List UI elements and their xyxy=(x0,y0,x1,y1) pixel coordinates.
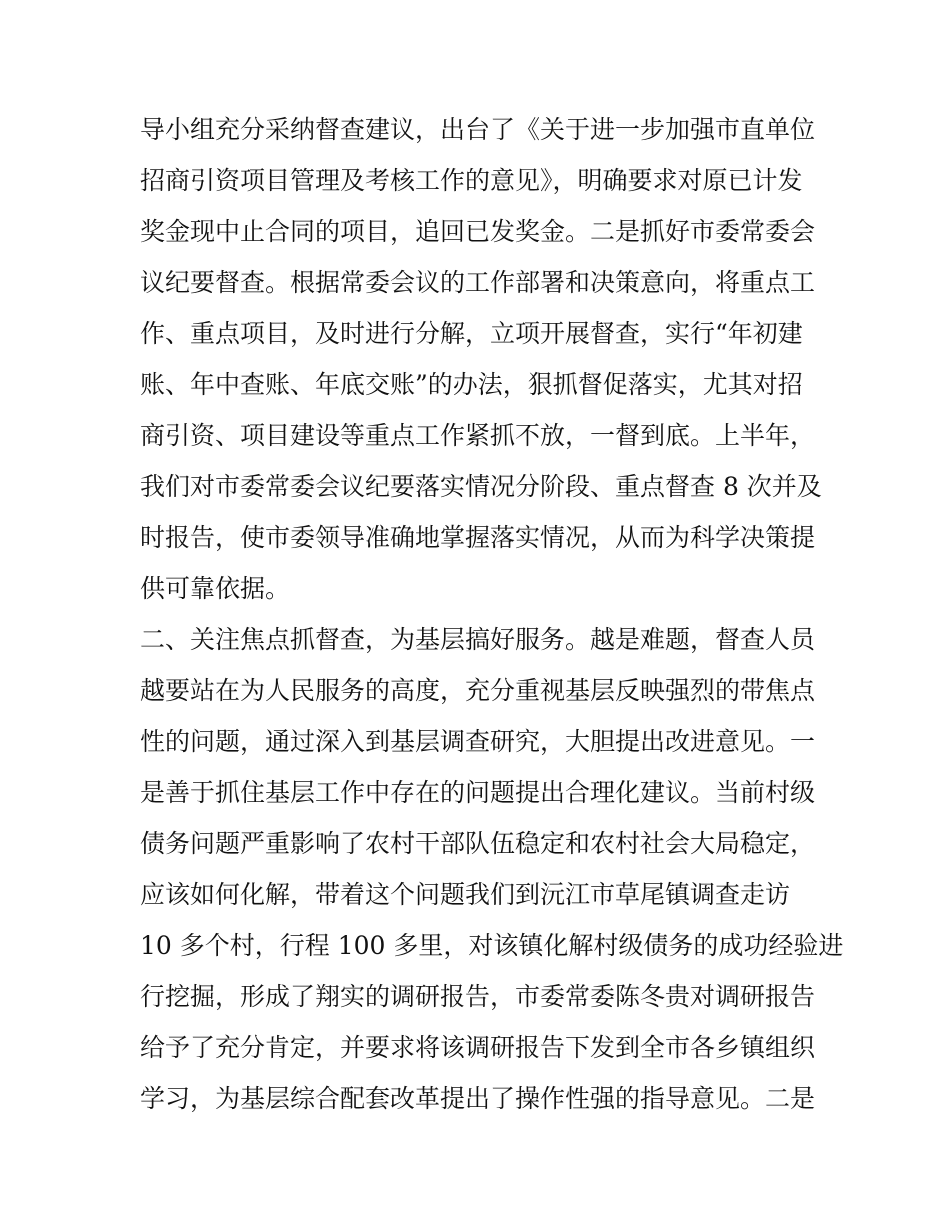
text-line: 作、重点项目，及时进行分解，立项开展督查，实行“年初建 xyxy=(140,319,803,348)
text-line: 是善于抓住基层工作中存在的问题提出合理化建议。当前村级 xyxy=(140,778,816,807)
text-line: 时报告，使市委领导准确地掌握落实情况，从而为科学决策提 xyxy=(140,523,816,552)
text-line: 议纪要督查。根据常委会议的工作部署和决策意向，将重点工 xyxy=(140,268,816,297)
text-line: 行挖掘，形成了翔实的调研报告，市委常委陈冬贵对调研报告 xyxy=(140,982,816,1011)
text-line: 账、年中查账、年底交账”的办法，狠抓督促落实，尤其对招 xyxy=(140,370,803,399)
text-line: 给予了充分肯定，并要求将该调研报告下发到全市各乡镇组织 xyxy=(140,1033,816,1062)
text-line: 供可靠依据。 xyxy=(140,574,291,603)
text-line: 学习，为基层综合配套改革提出了操作性强的指导意见。二是 xyxy=(140,1084,816,1113)
text-line: 商引资、项目建设等重点工作紧抓不放，一督到底。上半年， xyxy=(140,421,816,450)
text-line: 二、关注焦点抓督查，为基层搞好服务。越是难题，督查人员 xyxy=(140,625,816,654)
text-line: 10 多个村，行程 100 多里，对该镇化解村级债务的成功经验进 xyxy=(140,931,844,960)
text-line: 越要站在为人民服务的高度，充分重视基层反映强烈的带焦点 xyxy=(140,676,816,705)
text-line: 我们对市委常委会议纪要落实情况分阶段、重点督查 8 次并及 xyxy=(140,472,822,501)
text-line: 招商引资项目管理及考核工作的意见》，明确要求对原已计发 xyxy=(140,166,803,195)
text-line: 奖金现中止合同的项目，追回已发奖金。二是抓好市委常委会 xyxy=(140,217,816,246)
text-line: 性的问题，通过深入到基层调查研究，大胆提出改进意见。一 xyxy=(140,727,816,756)
body-text xyxy=(140,104,844,1124)
text-line: 债务问题严重影响了农村干部队伍稳定和农村社会大局稳定， xyxy=(140,829,816,858)
text-line: 应该如何化解，带着这个问题我们到沅江市草尾镇调查走访 xyxy=(140,880,791,909)
text-line: 导小组充分采纳督查建议，出台了《关于进一步加强市直单位 xyxy=(140,115,816,144)
